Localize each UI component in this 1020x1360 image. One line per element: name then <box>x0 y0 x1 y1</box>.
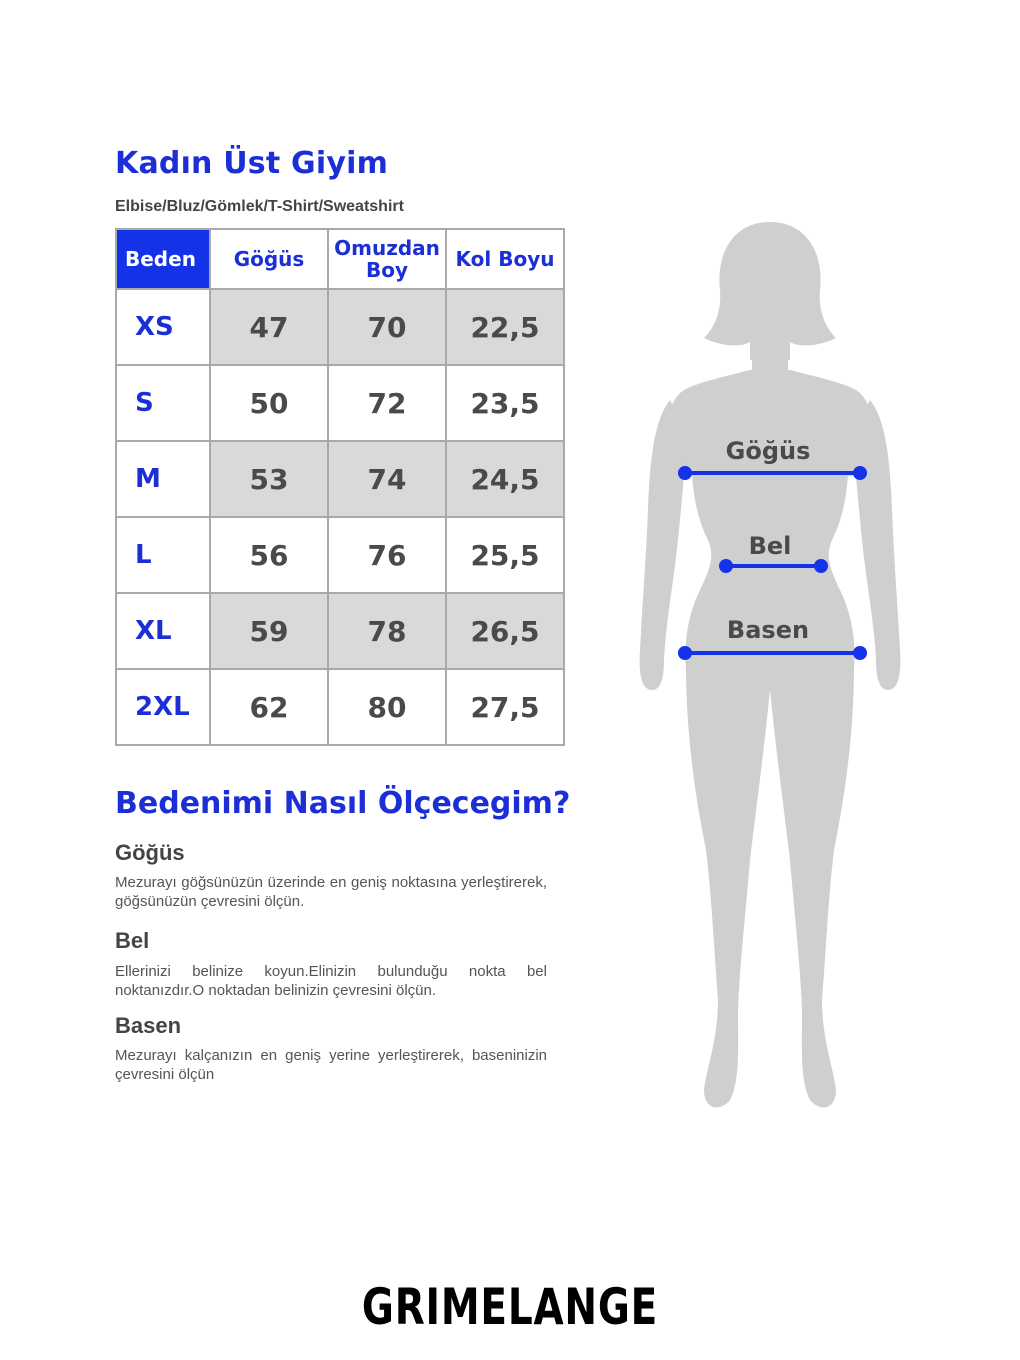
body-silhouette <box>640 222 901 1107</box>
size-cell: XL <box>116 593 210 669</box>
howto-title: Bedenimi Nasıl Ölçecegim? <box>115 786 571 821</box>
kol-cell: 27,5 <box>446 669 564 745</box>
gogus-cell: 53 <box>210 441 328 517</box>
kol-cell: 26,5 <box>446 593 564 669</box>
gogus-cell: 59 <box>210 593 328 669</box>
size-cell: S <box>116 365 210 441</box>
page-title: Kadın Üst Giyim <box>115 146 389 181</box>
gogus-label: Göğüs <box>725 437 811 465</box>
section-heading-bel: Bel <box>115 928 150 953</box>
table-row <box>116 441 564 517</box>
header-kol-boyu: Kol Boyu <box>446 229 564 289</box>
table-row <box>116 517 564 593</box>
table-row <box>116 593 564 669</box>
header-omuzdan-boy: Omuzdan Boy <box>328 229 446 289</box>
bel-label: Bel <box>748 532 792 560</box>
size-cell: L <box>116 517 210 593</box>
kol-cell: 25,5 <box>446 517 564 593</box>
table-row <box>116 365 564 441</box>
header-gogus: Göğüs <box>210 229 328 289</box>
size-cell: 2XL <box>116 669 210 745</box>
table-row <box>116 289 564 365</box>
page-subtitle: Elbise/Bluz/Gömlek/T-Shirt/Sweatshirt <box>115 198 404 215</box>
gogus-cell: 47 <box>210 289 328 365</box>
boy-cell: 74 <box>328 441 446 517</box>
header-beden: Beden <box>116 229 210 289</box>
boy-cell: 80 <box>328 669 446 745</box>
size-cell: XS <box>116 289 210 365</box>
basen-label: Basen <box>726 616 810 644</box>
boy-cell: 76 <box>328 517 446 593</box>
section-text-bel: Ellerinizi belinize koyun.Elinizin bulunduğu nokta bel noktanızdır.O noktadan belinizin çevresini ölçün. <box>115 963 547 999</box>
size-table <box>115 228 565 746</box>
brand-logo: GRIMELANGE <box>361 1278 659 1336</box>
gogus-cell: 62 <box>210 669 328 745</box>
boy-cell: 70 <box>328 289 446 365</box>
body-silhouette-figure <box>620 210 940 1130</box>
section-heading-gogus: Göğüs <box>115 840 185 865</box>
boy-cell: 78 <box>328 593 446 669</box>
section-text-basen: Mezurayı kalçanızın en geniş yerine yerleştirerek, baseninizin çevresini ölçün <box>115 1047 547 1083</box>
kol-cell: 24,5 <box>446 441 564 517</box>
gogus-cell: 56 <box>210 517 328 593</box>
table-row <box>116 669 564 745</box>
section-text-gogus: Mezurayı göğsünüzün üzerinde en geniş noktasına yerleştirerek, göğsünüzün çevresini ölçün. <box>115 874 547 910</box>
table-header-row <box>116 229 564 289</box>
gogus-cell: 50 <box>210 365 328 441</box>
section-heading-basen: Basen <box>115 1013 182 1038</box>
boy-cell: 72 <box>328 365 446 441</box>
kol-cell: 22,5 <box>446 289 564 365</box>
size-cell: M <box>116 441 210 517</box>
kol-cell: 23,5 <box>446 365 564 441</box>
